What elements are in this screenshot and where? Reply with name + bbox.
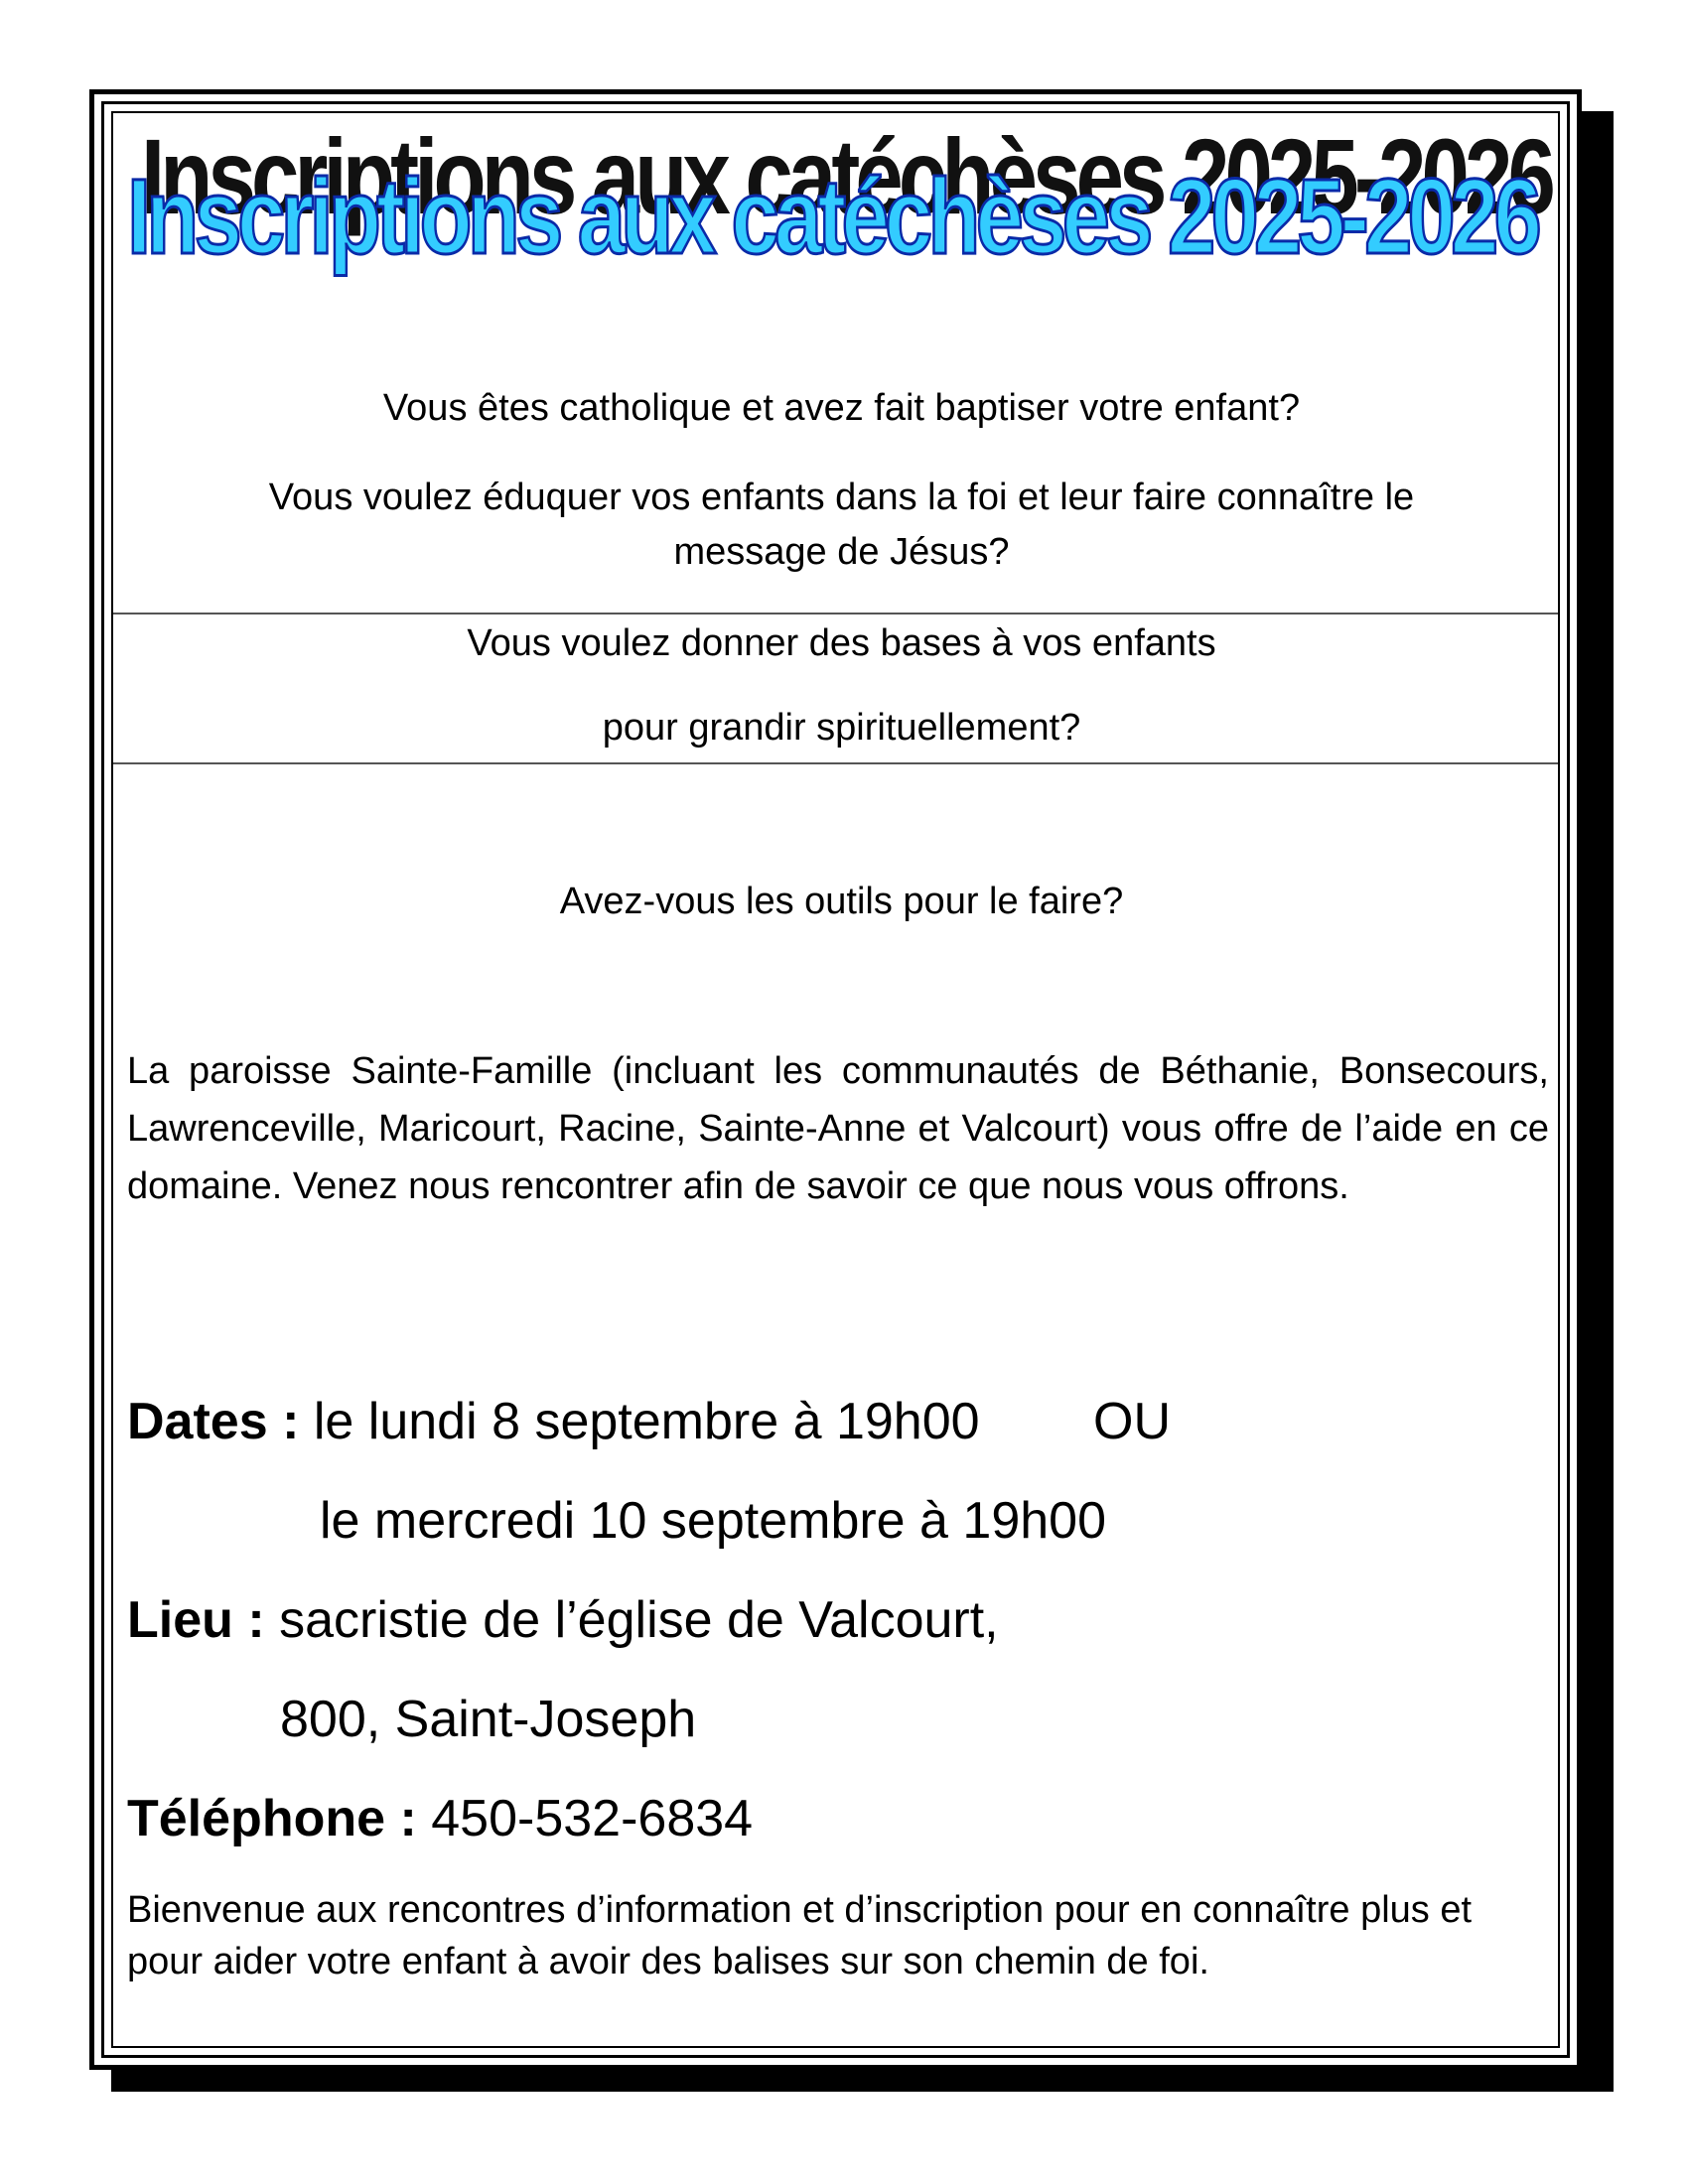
title-shadow: Inscriptions aux catéchèses 2025-2026: [141, 129, 1554, 236]
phone-number: 450-532-6834: [431, 1790, 754, 1847]
divider-bottom: [113, 762, 1558, 764]
place-label: Lieu :: [127, 1591, 265, 1649]
intro-question-4: Avez-vous les outils pour le faire?: [559, 881, 1124, 922]
place-2: 800, Saint-Joseph: [280, 1691, 697, 1748]
date-2: le mercredi 10 septembre à 19h00: [320, 1492, 1107, 1550]
place-1: sacristie de l’église de Valcourt,: [279, 1591, 999, 1649]
page-title: Inscriptions aux catéchèses 2025-2026: [127, 156, 1540, 276]
dates-line-1: [127, 1392, 1171, 1451]
intro-question-3: Vous voulez donner des bases à vos enfants: [467, 622, 1216, 664]
date-1: le lundi 8 septembre à 19h00: [313, 1393, 980, 1450]
parish-paragraph: La paroisse Sainte-Famille (incluant les communautés de Béthanie, Bonsecours, Lawrenceville, Maricourt, Racine, Sainte-Anne et Valcourt) vous offre de l’aide en ce domaine. Venez nous rencontrer afin de savoir ce que nous vous offrons.: [127, 1050, 1549, 1207]
place-line-1: [127, 1590, 999, 1650]
dates-label: Dates :: [127, 1393, 300, 1450]
title-banner: [119, 129, 1569, 298]
intro-question-2-cont: message de Jésus?: [673, 531, 1010, 573]
or-text: OU: [1093, 1393, 1172, 1450]
closing-paragraph: Bienvenue aux rencontres d’information et d’inscription pour en connaître plus et pour aider votre enfant à avoir des balises sur son chemin de foi.: [127, 1889, 1473, 1982]
phone-label: Téléphone :: [127, 1790, 417, 1847]
intro-question-3-cont: pour grandir spirituellement?: [602, 707, 1081, 749]
phone-line: [127, 1789, 753, 1848]
intro-question-2: Vous voulez éduquer vos enfants dans la foi et leur faire connaître le: [268, 477, 1415, 518]
divider-top: [113, 613, 1558, 614]
intro-question-1: Vous êtes catholique et avez fait baptiser votre enfant?: [382, 387, 1301, 429]
